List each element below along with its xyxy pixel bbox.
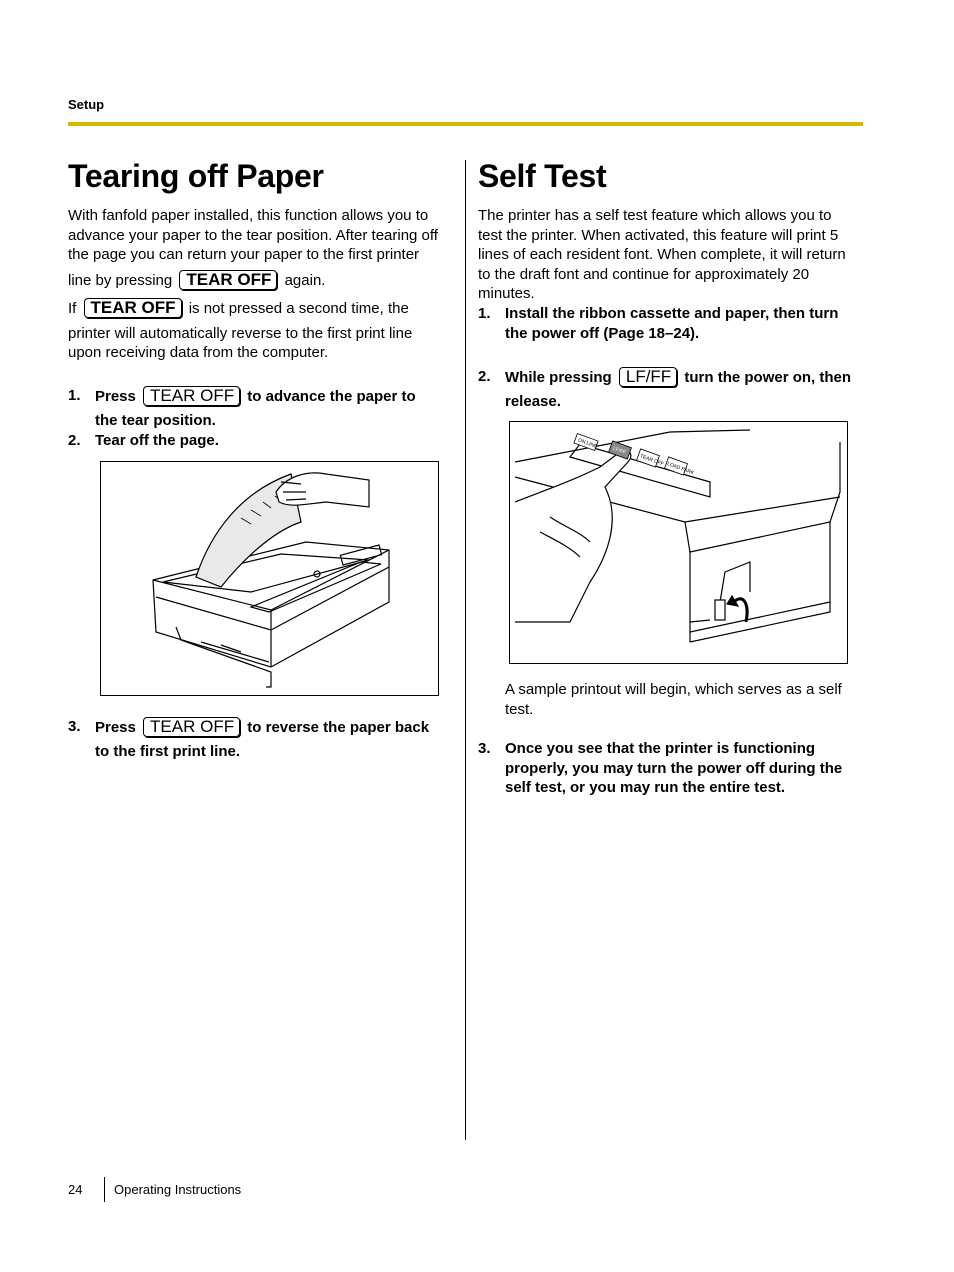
intro-line: the page you can return your paper to the first printer <box>68 246 420 263</box>
step-1-tear <box>68 386 460 432</box>
step-number: 3. <box>478 740 491 757</box>
self-test-figure <box>509 421 848 664</box>
step-text: the tear position. <box>95 411 216 429</box>
para-line: test. <box>505 700 534 718</box>
step-text: to advance the paper to <box>247 388 416 405</box>
panel-btn-loadpark: LOAD PARK <box>666 461 695 477</box>
para-line: A sample printout will begin, which serves as a self <box>505 681 842 698</box>
section-label: Setup <box>68 97 105 112</box>
step-text: Press <box>95 719 136 736</box>
step-text: to the first print line. <box>95 742 240 760</box>
step-number: 2. <box>68 432 81 449</box>
tearing-intro <box>68 206 460 290</box>
step-text: Once you see that the printer is functioning <box>505 740 816 757</box>
tear-off-key: TEAR OFF <box>179 270 277 290</box>
intro-line: minutes. <box>478 285 535 302</box>
self-test-hand-illustration <box>510 422 847 663</box>
header-rule <box>68 122 863 126</box>
step-2-tear <box>68 431 460 451</box>
self-test-intro <box>478 206 870 304</box>
page-title-self-test: Self Test <box>478 158 607 194</box>
footer-divider <box>104 1177 105 1202</box>
para-line: printer will automatically reverse to the first print line <box>68 324 413 342</box>
step-body <box>505 739 842 798</box>
step-text: properly, you may turn the power off during the <box>505 759 843 777</box>
step-text: Install the ribbon cassette and paper, then turn <box>505 305 839 322</box>
step-body <box>505 304 838 343</box>
intro-line: With fanfold paper installed, this function allows you to <box>68 207 429 224</box>
step-number: 1. <box>478 305 491 322</box>
intro-line: advance your paper to the tear position. After tearing off <box>68 226 438 244</box>
intro-line: The printer has a self test feature which allows you to <box>478 207 832 224</box>
intro-line <box>68 270 460 291</box>
panel-btn-lfff: LF/FF <box>612 445 627 456</box>
panel-btn-online: ON LINE <box>577 437 598 450</box>
intro-text: again. <box>284 271 326 289</box>
step-1-self-test <box>478 304 870 346</box>
step-text: While pressing <box>505 369 612 386</box>
step-number: 1. <box>68 387 81 404</box>
intro-line: lines of each resident font. When complete, it will return <box>478 246 846 263</box>
step-body <box>95 386 416 430</box>
para-line: upon receiving data from the computer. <box>68 344 329 361</box>
step-text: turn the power on, then <box>684 369 852 386</box>
step-text: Tear off the page. <box>95 432 219 449</box>
tear-off-key: TEAR OFF <box>143 386 240 406</box>
footer-doc-title: Operating Instructions <box>114 1182 242 1197</box>
step-body <box>505 367 851 411</box>
step-text: Press <box>95 388 136 405</box>
step-number: 3. <box>68 718 81 735</box>
intro-line: test the printer. When activated, this feature will print 5 <box>478 226 839 244</box>
para-line <box>68 298 460 319</box>
step-text: self test, or you may run the entire test. <box>505 779 786 796</box>
step-3-tear <box>68 717 460 763</box>
step-2-self-test <box>478 367 870 413</box>
panel-btn-tearoff: TEAR OFF <box>639 453 665 468</box>
self-test-after-figure <box>505 680 870 719</box>
tear-off-key: TEAR OFF <box>143 717 240 737</box>
column-divider <box>465 160 466 1140</box>
printer-tear-off-figure <box>100 461 439 696</box>
lf-ff-key: LF/FF <box>619 367 677 387</box>
step-text: release. <box>505 392 561 410</box>
tear-off-key: TEAR OFF <box>84 298 182 318</box>
step-number: 2. <box>478 368 491 385</box>
step-text: the power off (Page 18–24). <box>505 324 700 342</box>
page-number: 24 <box>68 1182 83 1197</box>
para-text: is not pressed a second time, the <box>188 300 409 317</box>
printer-tear-off-illustration <box>101 462 438 695</box>
step-text: to reverse the paper back <box>247 719 430 736</box>
intro-line: to the draft font and continue for approximately 20 <box>478 265 810 283</box>
para-text: If <box>68 300 77 317</box>
step-body <box>95 717 429 761</box>
step-3-self-test <box>478 739 870 801</box>
intro-text: line by pressing <box>68 271 173 289</box>
page-title-tearing-off: Tearing off Paper <box>68 158 324 194</box>
tearing-para2 <box>68 298 460 363</box>
